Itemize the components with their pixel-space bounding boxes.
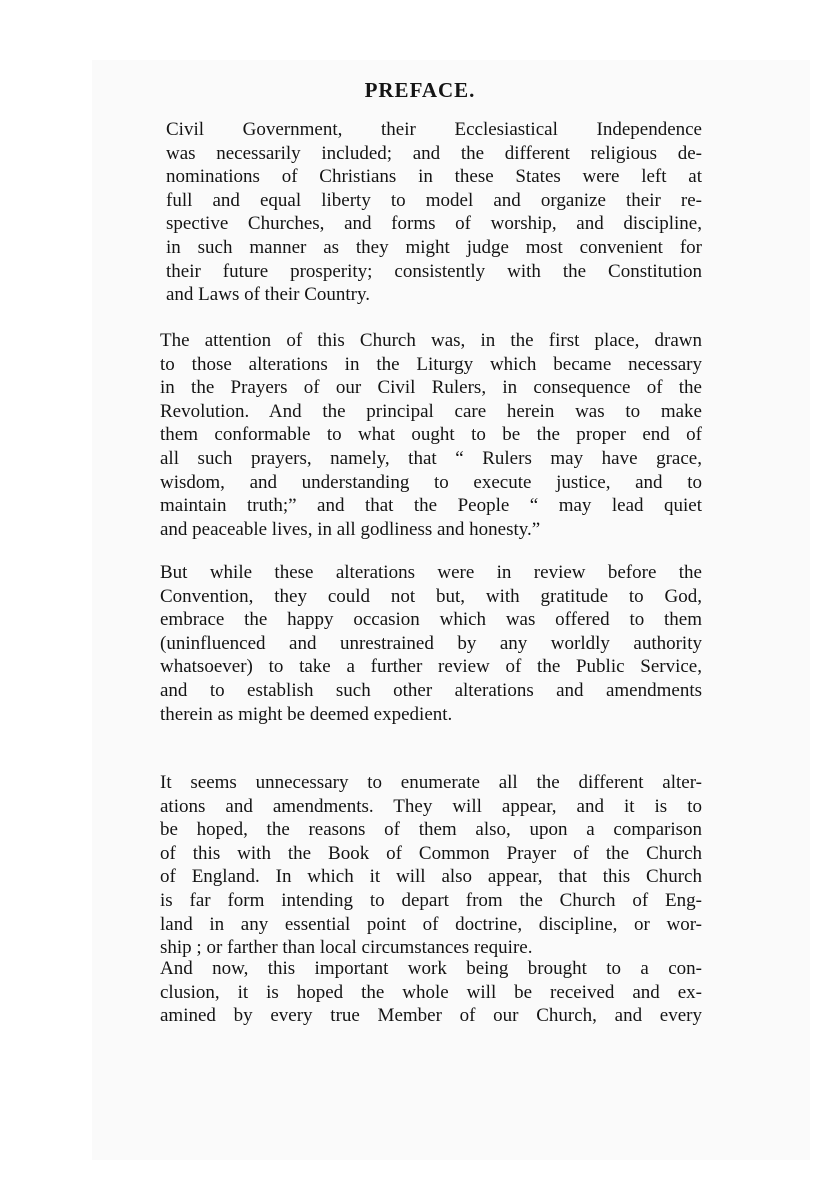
text-line: ations and amendments. They will appear, and it is to xyxy=(160,795,702,817)
text-line: Civil Government, their Ecclesiastical Independence xyxy=(166,119,702,140)
text-line: therein as might be deemed expedient. xyxy=(160,703,453,725)
text-line: spective Churches, and forms of worship, and discipline, xyxy=(166,213,702,235)
text-line: full and equal liberty to model and organize their re- xyxy=(166,189,702,211)
text-line: whatsoever) to take a further review of the Public Service, xyxy=(160,656,702,678)
text-line: Convention, they could not but, with gratitude to God, xyxy=(160,585,702,607)
text-line: in the Prayers of our Civil Rulers, in consequence of the xyxy=(160,377,702,399)
paragraph-5 xyxy=(160,957,702,1028)
text-line: be hoped, the reasons of them also, upon a comparison xyxy=(160,819,702,841)
text-line: amined by every true Member of our Church, and every xyxy=(160,1005,702,1027)
text-line: and to establish such other alterations and amendments xyxy=(160,679,702,701)
text-line: is far form intending to depart from the Church of Eng- xyxy=(160,889,702,911)
paragraph-4 xyxy=(160,771,702,960)
text-line: (uninfluenced and unrestrained by any worldly authority xyxy=(160,632,702,654)
text-line: clusion, it is hoped the whole will be received and ex- xyxy=(160,981,702,1003)
text-line: But while these alterations were in review before the xyxy=(160,562,702,583)
page-title: PREFACE. xyxy=(364,78,476,102)
text-line: and peaceable lives, in all godliness and honesty.” xyxy=(160,518,541,540)
text-line: wisdom, and understanding to execute justice, and to xyxy=(160,471,702,493)
text-line: their future prosperity; consistently with the Constitution xyxy=(166,260,702,282)
paragraph-1 xyxy=(166,118,702,307)
text-line: It seems unnecessary to enumerate all the different alter- xyxy=(160,772,702,793)
text-line: to those alterations in the Liturgy which became necessary xyxy=(160,353,702,375)
text-line: was necessarily included; and the different religious de- xyxy=(166,142,702,164)
text-line: in such manner as they might judge most convenient for xyxy=(166,236,702,258)
text-line: them conformable to what ought to be the proper end of xyxy=(160,424,702,446)
text-line: And now, this important work being brought to a con- xyxy=(160,958,702,979)
paragraph-3 xyxy=(160,561,702,726)
text-line: The attention of this Church was, in the first place, drawn xyxy=(160,330,702,351)
text-line: embrace the happy occasion which was offered to them xyxy=(160,609,702,631)
paragraph-2 xyxy=(160,329,702,541)
text-line: all such prayers, namely, that “ Rulers may have grace, xyxy=(160,447,702,469)
text-line: of this with the Book of Common Prayer of the Church xyxy=(160,842,702,864)
text-line: of England. In which it will also appear, that this Church xyxy=(160,866,702,888)
text-line: Revolution. And the principal care herein was to make xyxy=(160,400,702,422)
text-line: nominations of Christians in these States were left at xyxy=(166,166,702,188)
text-line: and Laws of their Country. xyxy=(166,284,371,306)
text-line: ship ; or farther than local circumstances require. xyxy=(160,937,533,959)
text-line: land in any essential point of doctrine, discipline, or wor- xyxy=(160,913,702,935)
text-line: maintain truth;” and that the People “ may lead quiet xyxy=(160,495,702,517)
